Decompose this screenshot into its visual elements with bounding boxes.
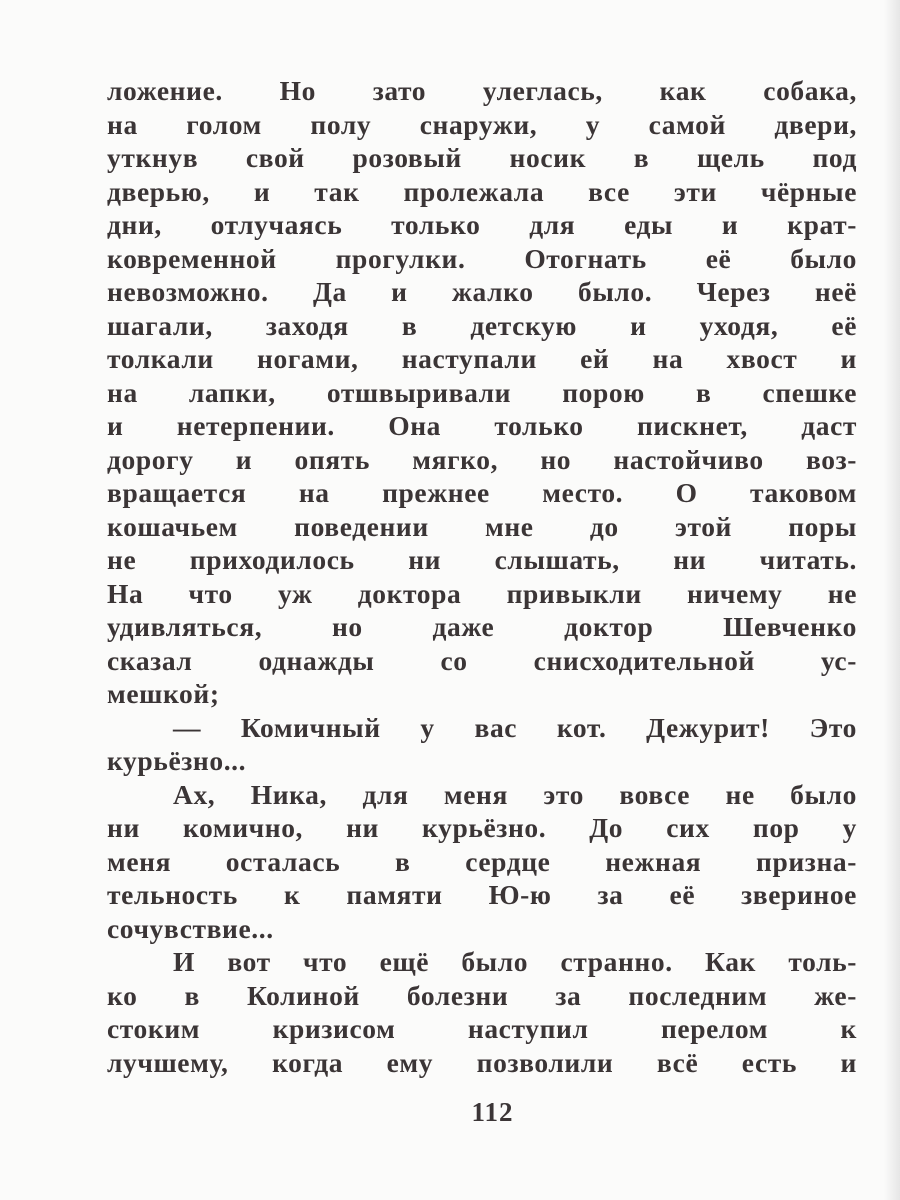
paragraph-start-line: Ах, Ника, для меня это вовсе не было xyxy=(173,778,857,810)
text-line: ни комично, ни курьёзно. До сих пор у xyxy=(107,812,857,843)
paragraph-start-line: И вот что ещё было странно. Как толь- xyxy=(173,946,857,977)
page-edge-shadow xyxy=(884,0,900,1200)
text-line: толкали ногами, наступали ей на хвост и xyxy=(107,343,857,374)
text-line: сказал однажды со снисходительной ус- xyxy=(107,644,857,676)
dialogue-line: — Комичный у вас кот. Дежурит! Это xyxy=(173,711,857,743)
text-line: дорогу и опять мягко, но настойчиво воз- xyxy=(107,443,857,475)
text-line: лучшему, когда ему позволили всё есть и xyxy=(107,1046,857,1078)
text-line: вращается на прежнее место. О таковом xyxy=(107,477,857,508)
text-line: курьёзно... xyxy=(107,745,247,776)
text-line: уткнув свой розовый носик в щель под xyxy=(107,142,857,173)
text-line: сочувствие... xyxy=(107,912,274,944)
text-line: шагали, заходя в детскую и уходя, её xyxy=(107,309,857,341)
text-line: на лапки, отшвыривали порою в спешке xyxy=(107,376,857,408)
text-line: стоким кризисом наступил перелом к xyxy=(107,1013,857,1044)
text-line: на голом полу снаружи, у самой двери, xyxy=(107,108,857,140)
body-text xyxy=(107,74,857,1079)
text-line: ложение. Но зато улеглась, как собака, xyxy=(107,75,857,106)
text-line: ковременной прогулки. Отогнать её было xyxy=(107,242,857,274)
text-line: тельность к памяти Ю-ю за её звериное xyxy=(107,879,857,910)
page-number: 112 xyxy=(471,1097,514,1127)
text-line: мешкой; xyxy=(107,678,220,709)
text-line: ко в Колиной болезни за последним же- xyxy=(107,979,857,1011)
text-line: меня осталась в сердце нежная призна- xyxy=(107,845,857,877)
text-line: дверью, и так пролежала все эти чёрные xyxy=(107,175,857,207)
text-line: кошачьем поведении мне до этой поры xyxy=(107,510,857,542)
text-line: На что уж доктора привыкли ничему не xyxy=(107,577,857,609)
text-line: и нетерпении. Она только пискнет, даст xyxy=(107,410,857,441)
text-line: удивляться, но даже доктор Шевченко xyxy=(107,611,857,642)
text-line: не приходилось ни слышать, ни читать. xyxy=(107,544,857,575)
text-line: невозможно. Да и жалко было. Через неё xyxy=(107,276,857,307)
text-line: дни, отлучаясь только для еды и крат- xyxy=(107,209,857,240)
